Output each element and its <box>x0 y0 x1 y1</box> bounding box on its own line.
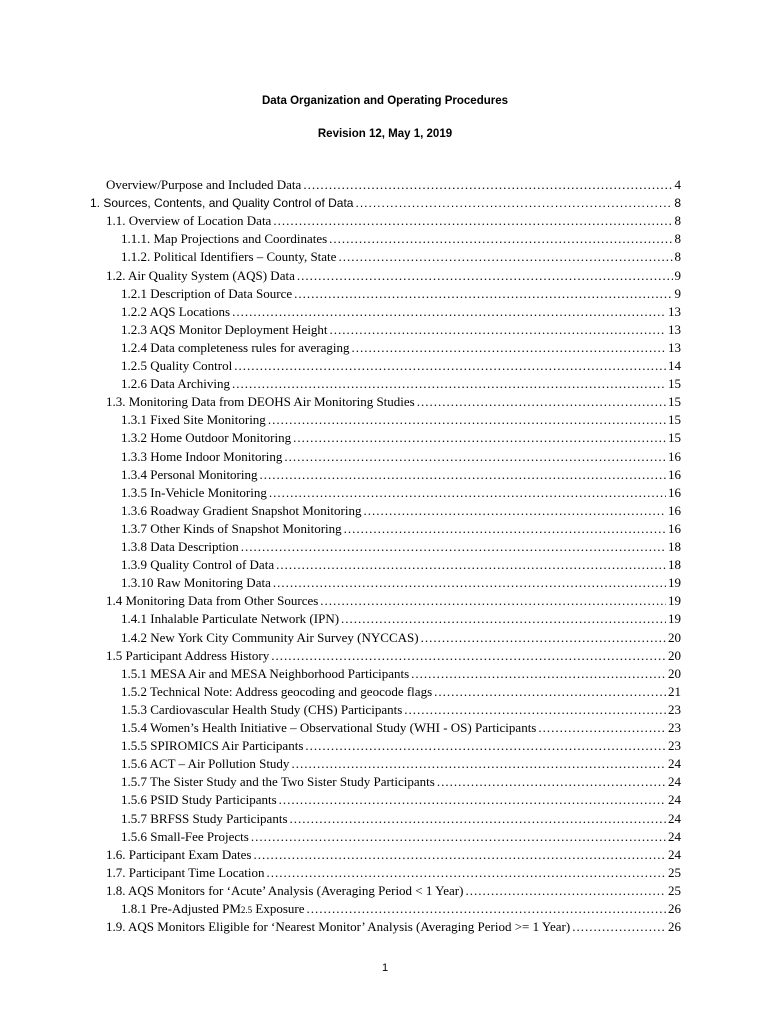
toc-entry[interactable] <box>121 665 681 683</box>
toc-entry-page: 20 <box>668 629 681 645</box>
toc-entry-label: 1.9. AQS Monitors Eligible for ‘Nearest Monitor’ Analysis (Averaging Period >= 1 Year) <box>106 919 571 935</box>
toc-entry-page: 20 <box>668 647 681 663</box>
toc-entry-page: 16 <box>668 520 681 536</box>
toc-entry-label: 1.1.2. Political Identifiers – County, State <box>121 249 337 265</box>
toc-entry-label: 1.3. Monitoring Data from DEOHS Air Monitoring Studies <box>106 394 415 410</box>
toc-entry[interactable] <box>121 610 681 628</box>
toc-entry[interactable] <box>121 538 681 556</box>
toc-entry-page: 24 <box>668 810 681 826</box>
toc-entry[interactable] <box>106 882 681 900</box>
toc-leader-dots <box>271 647 666 665</box>
toc-leader-dots <box>276 556 666 574</box>
toc-leader-dots <box>572 918 666 936</box>
toc-entry[interactable] <box>106 393 681 411</box>
toc-entry-label: 1.7. Participant Time Location <box>106 864 265 880</box>
toc-entry-label: 1.5.6 PSID Study Participants <box>121 792 277 808</box>
toc-entry-label: 1.3.5 In-Vehicle Monitoring <box>121 484 267 500</box>
toc-entry-page: 16 <box>668 502 681 518</box>
toc-entry[interactable] <box>106 592 681 610</box>
toc-entry-page: 15 <box>668 412 681 428</box>
toc-entry[interactable] <box>106 846 681 864</box>
toc-entry-page: 18 <box>668 557 681 573</box>
toc-entry[interactable] <box>121 701 681 719</box>
document-revision: Revision 12, May 1, 2019 <box>317 128 453 140</box>
toc-entry-page: 16 <box>668 448 681 464</box>
toc-entry-label: 1.5.7 The Sister Study and the Two Sister Study Participants <box>121 774 435 790</box>
toc-leader-dots <box>251 828 666 846</box>
toc-entry-label: 1.3.6 Roadway Gradient Snapshot Monitoring <box>121 502 362 518</box>
toc-entry-label: 1.2. Air Quality System (AQS) Data <box>106 267 295 283</box>
toc-entry-label: 1.5.1 MESA Air and MESA Neighborhood Participants <box>121 665 410 681</box>
toc-entry-label: 1. Sources, Contents, and Quality Control of Data <box>90 196 354 211</box>
toc-entry-page: 19 <box>668 611 681 627</box>
toc-entry-label: 1.2.4 Data completeness rules for averaging <box>121 339 350 355</box>
toc-entry-page: 25 <box>668 882 681 898</box>
toc-leader-dots <box>465 882 666 900</box>
toc-leader-dots <box>538 719 666 737</box>
toc-entry[interactable] <box>121 520 681 538</box>
toc-entry[interactable] <box>121 321 681 339</box>
toc-entry-label: 1.2.1 Description of Data Source <box>121 285 293 301</box>
toc-entry[interactable] <box>121 629 681 647</box>
toc-entry-label: 1.3.3 Home Indoor Monitoring <box>121 448 283 464</box>
toc-leader-dots <box>417 393 666 411</box>
toc-entry[interactable] <box>121 339 681 357</box>
toc-entry-label: 1.4.1 Inhalable Particulate Network (IPN) <box>121 611 340 627</box>
toc-entry-page: 9 <box>674 285 681 301</box>
toc-leader-dots <box>344 520 666 538</box>
toc-leader-dots <box>254 846 667 864</box>
toc-leader-dots <box>279 791 666 809</box>
toc-leader-dots <box>421 629 666 647</box>
toc-leader-dots <box>294 285 672 303</box>
toc-leader-dots <box>267 864 666 882</box>
toc-leader-dots <box>268 411 666 429</box>
page-number: 1 <box>381 962 389 974</box>
toc-entry-page: 24 <box>668 774 681 790</box>
toc-entry[interactable] <box>121 737 681 755</box>
toc-entry[interactable] <box>121 285 681 303</box>
toc-leader-dots <box>320 592 666 610</box>
toc-entry[interactable] <box>121 484 681 502</box>
toc-entry-page: 9 <box>674 267 681 283</box>
toc-leader-dots <box>355 194 672 212</box>
toc-leader-dots <box>329 230 672 248</box>
toc-entry-label: 1.5 Participant Address History <box>106 647 270 663</box>
toc-leader-dots <box>404 701 666 719</box>
toc-entry[interactable] <box>121 230 681 248</box>
toc-entry-page: 16 <box>668 466 681 482</box>
toc-entry[interactable] <box>106 212 681 230</box>
toc-entry-label: 1.2.3 AQS Monitor Deployment Height <box>121 321 328 337</box>
toc-entry-label: 1.5.2 Technical Note: Address geocoding and geocode flags <box>121 683 433 699</box>
toc-leader-dots <box>363 502 666 520</box>
toc-entry[interactable] <box>121 828 681 846</box>
toc-entry-page: 13 <box>668 321 681 337</box>
toc-leader-dots <box>434 683 666 701</box>
toc-entry-page: 16 <box>668 484 681 500</box>
toc-entry[interactable] <box>121 719 681 737</box>
toc-entry[interactable] <box>106 918 681 936</box>
toc-entry-page: 14 <box>668 358 681 373</box>
toc-leader-dots <box>305 737 666 755</box>
toc-entry-label: 1.3.10 Raw Monitoring Data <box>121 575 271 591</box>
toc-entry-page: 23 <box>668 720 681 735</box>
toc-entry-page: 4 <box>674 177 681 192</box>
toc-entry[interactable] <box>121 429 681 447</box>
toc-entry-page: 26 <box>668 919 681 935</box>
toc-leader-dots <box>232 303 666 321</box>
toc-entry[interactable] <box>121 357 681 375</box>
toc-entry-page: 23 <box>668 701 681 717</box>
toc-entry[interactable] <box>106 176 681 194</box>
toc-leader-dots <box>307 900 667 918</box>
toc-leader-dots <box>241 538 666 556</box>
toc-entry-page: 13 <box>668 339 681 355</box>
toc-entry-page: 24 <box>668 792 681 808</box>
toc-entry[interactable] <box>121 900 681 918</box>
toc-entry-label: 1.3.7 Other Kinds of Snapshot Monitoring <box>121 520 342 536</box>
toc-entry-label: 1.4.2 New York City Community Air Survey (NYCCAS) <box>121 629 419 645</box>
toc-entry[interactable] <box>121 303 681 321</box>
toc-leader-dots <box>338 248 672 266</box>
toc-leader-dots <box>341 610 666 628</box>
toc-entry[interactable] <box>121 683 681 701</box>
toc-entry-label: Overview/Purpose and Included Data <box>106 177 302 192</box>
toc-entry-page: 24 <box>668 828 681 844</box>
toc-entry-label: 1.2.6 Data Archiving <box>121 376 231 392</box>
toc-entry[interactable] <box>121 411 681 429</box>
toc-entry[interactable] <box>121 791 681 809</box>
toc-entry-page: 8 <box>674 249 681 265</box>
toc-leader-dots <box>330 321 666 339</box>
toc-entry-label: 1.5.7 BRFSS Study Participants <box>121 810 288 826</box>
toc-entry-label: 1.5.6 Small-Fee Projects <box>121 828 249 844</box>
toc-entry-label: 1.3.8 Data Description <box>121 539 239 554</box>
toc-leader-dots <box>273 212 672 230</box>
toc-leader-dots <box>234 357 666 375</box>
toc-entry-page: 19 <box>668 593 681 609</box>
toc-entry-label: 1.1.1. Map Projections and Coordinates <box>121 231 328 247</box>
toc-entry-label: 1.3.4 Personal Monitoring <box>121 466 258 482</box>
toc-entry[interactable] <box>121 448 681 466</box>
toc-entry-page: 23 <box>668 738 681 754</box>
toc-entry-page: 20 <box>668 665 681 681</box>
toc-entry-label: 1.2.5 Quality Control <box>121 358 233 373</box>
toc-entry-page: 21 <box>668 683 681 699</box>
toc-entry-label: 1.4 Monitoring Data from Other Sources <box>106 593 319 609</box>
toc-entry-page: 25 <box>668 864 681 880</box>
toc-entry[interactable] <box>121 556 681 574</box>
toc-entry-label: 1.5.6 ACT – Air Pollution Study <box>121 756 290 772</box>
toc-entry-page: 19 <box>668 575 681 591</box>
toc-entry-label: 1.8. AQS Monitors for ‘Acute’ Analysis (Averaging Period < 1 Year) <box>106 882 464 898</box>
toc-entry-label: 1.5.4 Women’s Health Initiative – Observational Study (WHI - OS) Participants <box>121 720 537 735</box>
toc-leader-dots <box>232 375 666 393</box>
toc-entry-label: 1.5.5 SPIROMICS Air Participants <box>121 738 304 754</box>
toc-leader-dots <box>437 773 666 791</box>
toc-entry-page: 15 <box>668 376 681 392</box>
toc-entry-page: 15 <box>668 430 681 446</box>
toc-entry[interactable] <box>121 755 681 773</box>
toc-leader-dots <box>260 466 667 484</box>
toc-entry-page: 8 <box>674 196 681 211</box>
toc-entry[interactable] <box>121 574 681 592</box>
toc-leader-dots <box>269 484 666 502</box>
toc-entry-page: 26 <box>668 901 681 916</box>
toc-entry-page: 8 <box>674 231 681 247</box>
toc-entry-page: 24 <box>668 846 681 862</box>
toc-entry[interactable] <box>121 810 681 828</box>
toc-entry-page: 8 <box>674 213 681 229</box>
toc-entry-page: 13 <box>668 303 681 319</box>
toc-entry[interactable] <box>121 248 681 266</box>
toc-entry-page: 18 <box>668 539 681 554</box>
toc-entry[interactable] <box>121 466 681 484</box>
toc-entry[interactable] <box>106 647 681 665</box>
toc-entry-label: 1.8.1 Pre-Adjusted PM2.5 Exposure <box>121 901 305 916</box>
toc-entry[interactable] <box>106 267 681 285</box>
toc-leader-dots <box>297 267 673 285</box>
toc-leader-dots <box>273 574 666 592</box>
document-title: Data Organization and Operating Procedures <box>261 95 509 107</box>
toc-leader-dots <box>303 176 672 194</box>
toc-leader-dots <box>352 339 666 357</box>
toc-entry-label: 1.1. Overview of Location Data <box>106 213 272 229</box>
toc-entry[interactable] <box>90 194 681 212</box>
toc-entry[interactable] <box>121 773 681 791</box>
toc-entry-page: 24 <box>668 756 681 772</box>
toc-leader-dots <box>290 810 667 828</box>
toc-entry-label: 1.3.9 Quality Control of Data <box>121 557 275 573</box>
toc-leader-dots <box>293 429 666 447</box>
toc-entry-label: 1.6. Participant Exam Dates <box>106 846 252 862</box>
toc-entry-label: 1.2.2 AQS Locations <box>121 303 231 319</box>
toc-leader-dots <box>291 755 666 773</box>
toc-entry-page: 15 <box>668 394 681 410</box>
toc-entry-label: 1.3.2 Home Outdoor Monitoring <box>121 430 292 446</box>
toc-entry-label: 1.5.3 Cardiovascular Health Study (CHS) Participants <box>121 701 403 717</box>
toc-leader-dots <box>411 665 666 683</box>
toc-leader-dots <box>284 448 666 466</box>
toc-entry[interactable] <box>121 375 681 393</box>
toc-entry[interactable] <box>121 502 681 520</box>
toc-entry[interactable] <box>106 864 681 882</box>
toc-entry-label: 1.3.1 Fixed Site Monitoring <box>121 412 266 428</box>
